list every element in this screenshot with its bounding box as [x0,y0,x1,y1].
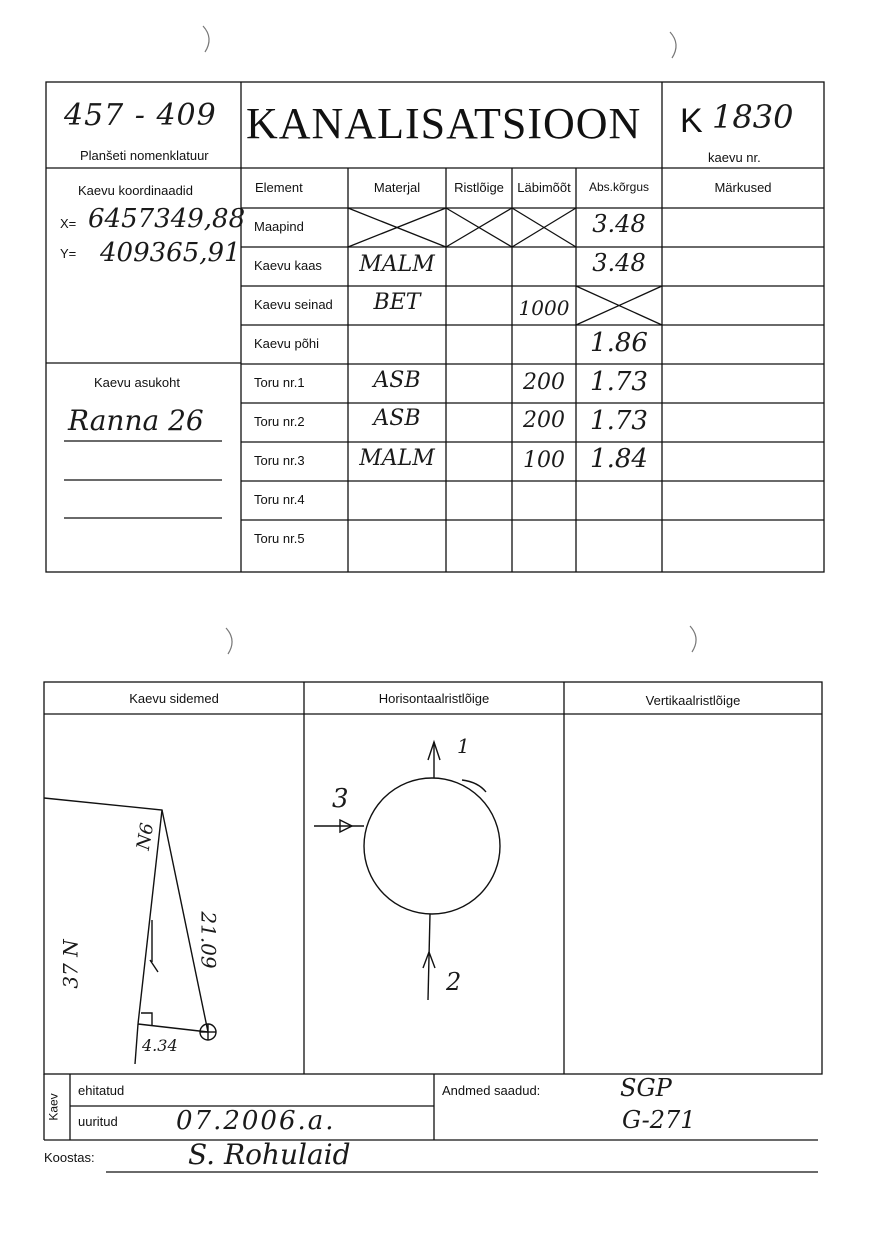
tie-label-side: 37 N [58,939,83,989]
pipe-3-label: 3 [332,784,349,814]
row-elevation-value: 3.48 [592,249,646,277]
row-element-label: Kaevu põhi [254,336,320,351]
row-diameter-value: 1000 [518,296,570,320]
row-material-value: ASB [373,406,421,431]
surveyed-label: uuritud [78,1114,118,1129]
row-element-label: Toru nr.3 [254,453,305,468]
location-value: Ranna 26 [68,404,204,437]
horizontal-section [314,742,500,1000]
well-prefix: K [680,102,703,140]
sketch-col3-title: Vertikaalristlõige [645,693,741,708]
header-elevation: Abs.kõrgus [588,180,650,194]
tile-number: 457 - 409 [64,98,217,133]
row-element-label: Kaevu seinad [254,297,333,312]
x-value: 6457349,88 [88,204,246,234]
row-diameter-value: 100 [523,448,565,473]
bottom-card-border [44,682,822,1074]
row-material-value: BET [373,290,421,315]
row-elevation-value: 1.84 [590,444,648,474]
sketch-col1-title: Kaevu sidemed [129,691,219,706]
header-remarks: Märkused [714,180,772,195]
compiled-value: S. Rohulaid [188,1138,351,1171]
header-section: Ristlõige [454,180,504,195]
row-elevation-value: 1.86 [590,328,648,358]
y-value: 409365,91 [100,238,241,268]
row-material-value: MALM [359,446,435,471]
header-material: Materjal [373,180,421,195]
row-diameter-value: 200 [523,370,565,395]
row-elevation-value: 3.48 [592,210,646,238]
row-diameter-value: 200 [523,408,565,433]
coordinates-label: Kaevu koordinaadid [78,183,193,198]
header-element: Element [255,180,303,195]
sketch-col2-title: Horisontaalristlõige [378,691,490,706]
kaev-label: Kaev [46,1093,61,1121]
row-element-label: Kaevu kaas [254,258,322,273]
row-material-value: ASB [373,368,421,393]
built-label: ehitatud [78,1083,125,1098]
header-diameter: Läbimõõt [517,180,571,195]
row-elevation-value: 1.73 [590,367,648,397]
row-element-label: Toru nr.2 [254,414,305,429]
row-element-label: Toru nr.1 [254,375,305,390]
row-element-label: Toru nr.5 [254,531,305,546]
y-label: Y= [60,246,77,261]
row-material-value: MALM [359,252,435,277]
pipe-1-label: 1 [457,734,470,758]
tie-distance-short: 4.34 [142,1036,178,1055]
surveyed-value: 07.2006.a. [176,1106,336,1136]
tie-distance-long: 21.09 [196,911,221,969]
tie-sketch [44,798,216,1064]
data-label: Andmed saadud: [442,1083,541,1098]
row-element-label: Toru nr.4 [254,492,305,507]
tie-label-top: N6 [132,821,159,852]
pipe-2-label: 2 [446,968,462,996]
location-label: Kaevu asukoht [94,375,181,390]
well-number: 1830 [712,98,794,136]
page-title: KANALISATSIOON [246,99,642,148]
x-label: X= [60,216,77,231]
data-value-2: G-271 [622,1106,696,1134]
well-label: kaevu nr. [708,150,761,165]
row-element-label: Maapind [254,219,304,234]
tile-label: Planšeti nomenklatuur [80,148,209,163]
row-elevation-value: 1.73 [590,406,648,436]
data-value-1: SGP [620,1074,672,1102]
compiled-label: Koostas: [44,1150,95,1165]
